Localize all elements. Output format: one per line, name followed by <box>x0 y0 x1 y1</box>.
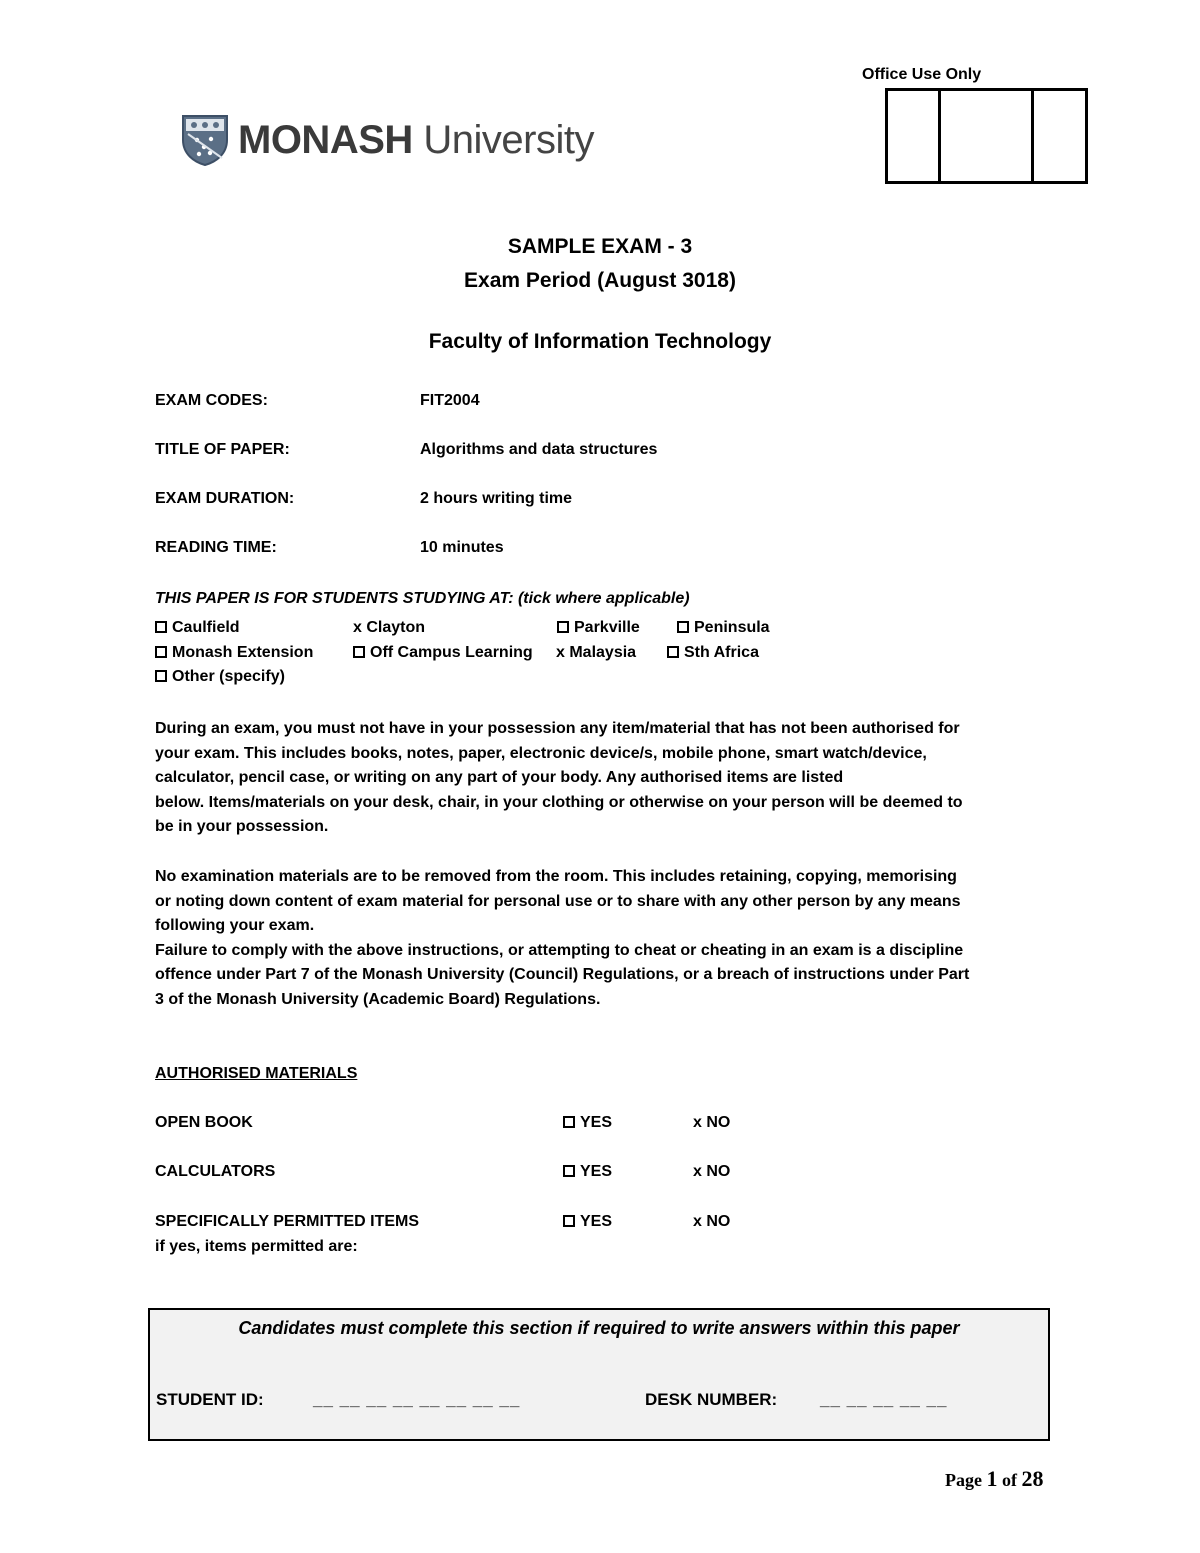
office-use-cell <box>888 91 941 181</box>
campus-malaysia[interactable]: x Malaysia <box>556 644 637 661</box>
reading-time-value: 10 minutes <box>420 539 504 556</box>
open-book-label: OPEN BOOK <box>155 1114 253 1131</box>
campus-caulfield[interactable]: Caulfield <box>155 619 240 637</box>
checkbox-icon <box>155 670 167 682</box>
campus-parkville[interactable]: Parkville <box>557 619 640 637</box>
campus-other[interactable]: Other (specify) <box>155 668 285 686</box>
desk-number-label: DESK NUMBER: <box>645 1390 778 1409</box>
rules-paragraph-2: No examination materials are to be removed from the room. This includes retaining, copying, memorising or noting down content of exam material for personal use or to share with any other person by any means following your exam. Failure to comply with the above instructions, or attempting to cheat or cheating in an exam is a discipline offence under Part 7 of the Monash University (Council) Regulations, or a breach of instructions under Part 3 of the Monash University (Academic Board) Regulations. <box>155 868 970 1008</box>
student-id-blanks[interactable]: __ __ __ __ __ __ __ __ <box>313 1390 521 1409</box>
office-use-label: Office Use Only <box>862 66 982 83</box>
exam-title: SAMPLE EXAM - 3 <box>507 235 693 258</box>
rules-paragraph-1: During an exam, you must not have in your possession any item/material that has not been authorised for your exam. This includes books, notes, paper, electronic device/s, mobile phone, smart watch/device, calculator, pencil case, or writing on any part of your body. Any authorised items are listed below. Items/materials on your desk, chair, in your clothing or otherwise on your person will be deemed to be in your possession. <box>155 720 963 836</box>
checkbox-icon <box>677 621 689 633</box>
title-of-paper-value: Algorithms and data structures <box>420 441 658 458</box>
campus-monash-extension[interactable]: Monash Extension <box>155 644 313 662</box>
checkbox-icon <box>563 1165 575 1177</box>
faculty-name: Faculty of Information Technology <box>428 330 772 353</box>
exam-codes-label: EXAM CODES: <box>155 392 268 409</box>
title-of-paper-label: TITLE OF PAPER: <box>155 441 290 458</box>
open-book-yes[interactable]: YES <box>563 1114 612 1132</box>
calculators-label: CALCULATORS <box>155 1163 276 1180</box>
reading-time-label: READING TIME: <box>155 539 277 556</box>
checkbox-icon <box>667 646 679 658</box>
candidate-heading: Candidates must complete this section if required to write answers within this paper <box>238 1318 960 1338</box>
office-use-box <box>885 88 1088 184</box>
checkbox-icon <box>563 1215 575 1227</box>
checkbox-icon <box>353 646 365 658</box>
permitted-items-no[interactable]: x NO <box>693 1213 731 1230</box>
campus-off-campus[interactable]: Off Campus Learning <box>353 644 533 662</box>
candidate-section <box>148 1308 1050 1441</box>
monash-crest-icon <box>180 114 230 166</box>
monash-wordmark: MONASH University <box>238 117 594 162</box>
campus-heading: THIS PAPER IS FOR STUDENTS STUDYING AT: (tick where applicable) <box>155 590 690 607</box>
monash-logo <box>180 114 594 166</box>
exam-duration-label: EXAM DURATION: <box>155 490 295 507</box>
calculators-no[interactable]: x NO <box>693 1163 731 1180</box>
permitted-items-yes[interactable]: YES <box>563 1213 612 1231</box>
campus-peninsula[interactable]: Peninsula <box>677 619 770 637</box>
checkbox-icon <box>563 1116 575 1128</box>
desk-number-blanks[interactable]: __ __ __ __ __ <box>820 1390 948 1409</box>
student-id-label: STUDENT ID: <box>156 1390 264 1409</box>
office-use-cell <box>1034 91 1085 181</box>
open-book-no[interactable]: x NO <box>693 1114 731 1131</box>
exam-period: Exam Period (August 3018) <box>464 269 736 292</box>
office-use-cell <box>941 91 1034 181</box>
page-number: Page 1 of 28 <box>945 1466 1044 1491</box>
authorised-materials-heading: AUTHORISED MATERIALS <box>155 1065 358 1082</box>
checkbox-icon <box>155 621 167 633</box>
if-yes-label: if yes, items permitted are: <box>155 1238 358 1255</box>
permitted-items-label: SPECIFICALLY PERMITTED ITEMS <box>155 1213 420 1230</box>
checkbox-icon <box>155 646 167 658</box>
campus-clayton[interactable]: x Clayton <box>353 619 426 636</box>
calculators-yes[interactable]: YES <box>563 1163 612 1181</box>
exam-codes-value: FIT2004 <box>420 392 480 409</box>
exam-duration-value: 2 hours writing time <box>420 490 573 507</box>
checkbox-icon <box>557 621 569 633</box>
campus-sth-africa[interactable]: Sth Africa <box>667 644 759 662</box>
